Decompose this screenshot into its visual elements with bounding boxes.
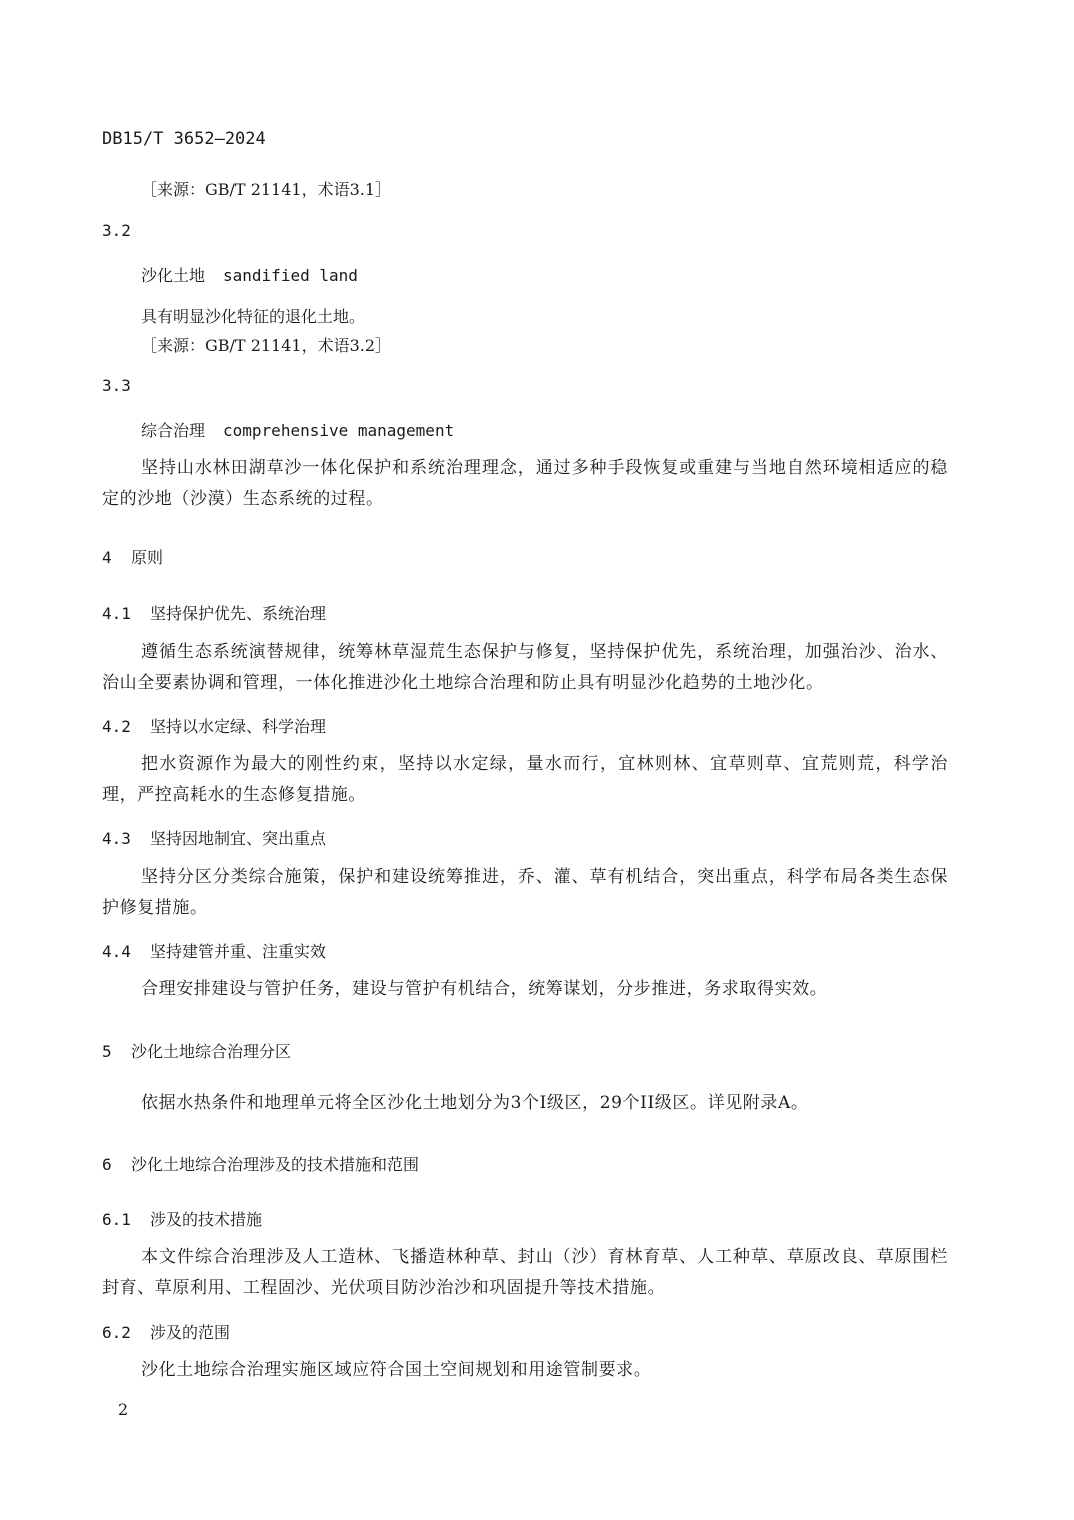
page-number: 2 <box>118 1400 129 1419</box>
term-3-3 <box>141 418 454 441</box>
section-number-6: 6 <box>102 1155 112 1174</box>
subsection-number-6-1: 6.1 <box>102 1210 131 1229</box>
term-3-3-english: comprehensive management <box>223 421 455 440</box>
subsection-heading-6-1 <box>102 1207 262 1230</box>
subsection-number-4-1: 4.1 <box>102 604 131 623</box>
section-number-5: 5 <box>102 1042 112 1061</box>
subsection-title-4-3: 坚持因地制宜、突出重点 <box>150 829 327 848</box>
term-3-2-chinese: 沙化土地 <box>141 266 206 285</box>
paragraph-5: 依据水热条件和地理单元将全区沙化土地划分为3个I级区，29个II级区。详见附录A。 <box>141 1093 809 1113</box>
subsection-heading-6-2 <box>102 1320 230 1343</box>
section-title-5: 沙化土地综合治理分区 <box>131 1042 292 1061</box>
subsection-title-4-2: 坚持以水定绿、科学治理 <box>150 717 327 736</box>
subsection-title-6-1: 涉及的技术措施 <box>150 1210 263 1229</box>
section-heading-5 <box>102 1039 291 1062</box>
source-note-3-2: ［来源：GB/T 21141，术语3.2］ <box>141 336 392 355</box>
subsection-title-6-2: 涉及的范围 <box>150 1323 231 1342</box>
document-id-header: DB15/T 3652—2024 <box>102 129 266 149</box>
subsection-heading-4-4 <box>102 939 326 962</box>
definition-3-3: 坚持山水林田湖草沙一体化保护和系统治理理念，通过多种手段恢复或重建与当地自然环境相适应的稳定的沙地（沙漠）生态系统的过程。 <box>102 458 948 509</box>
subsection-title-4-4: 坚持建管并重、注重实效 <box>150 942 327 961</box>
paragraph-4-3: 坚持分区分类综合施策，保护和建设统筹推进，乔、灌、草有机结合，突出重点，科学布局各类生态保护修复措施。 <box>102 867 948 918</box>
clause-number-3-2: 3.2 <box>102 221 131 240</box>
definition-3-2: 具有明显沙化特征的退化土地。 <box>141 307 366 326</box>
clause-number-3-3: 3.3 <box>102 376 131 395</box>
term-3-3-chinese: 综合治理 <box>141 421 206 440</box>
section-heading-6 <box>102 1152 419 1175</box>
paragraph-4-2: 把水资源作为最大的刚性约束，坚持以水定绿，量水而行，宜林则林、宜草则草、宜荒则荒，科学治理，严控高耗水的生态修复措施。 <box>102 754 948 805</box>
subsection-number-6-2: 6.2 <box>102 1323 131 1342</box>
term-3-2-english: sandified land <box>223 266 358 285</box>
section-number-4: 4 <box>102 548 112 567</box>
term-3-2 <box>141 263 358 286</box>
paragraph-4-4: 合理安排建设与管护任务，建设与管护有机结合，统筹谋划，分步推进，务求取得实效。 <box>141 979 828 999</box>
subsection-heading-4-3 <box>102 826 326 849</box>
subsection-title-4-1: 坚持保护优先、系统治理 <box>150 604 327 623</box>
subsection-number-4-4: 4.4 <box>102 942 131 961</box>
section-title-4: 原则 <box>131 548 164 567</box>
source-note-3-1: ［来源：GB/T 21141，术语3.1］ <box>141 180 392 199</box>
subsection-heading-4-1 <box>102 601 326 624</box>
section-heading-4 <box>102 545 163 568</box>
subsection-number-4-3: 4.3 <box>102 829 131 848</box>
subsection-number-4-2: 4.2 <box>102 717 131 736</box>
subsection-heading-4-2 <box>102 714 326 737</box>
paragraph-6-2: 沙化土地综合治理实施区域应符合国土空间规划和用途管制要求。 <box>141 1360 652 1380</box>
paragraph-4-1: 遵循生态系统演替规律，统筹林草湿荒生态保护与修复，坚持保护优先，系统治理，加强治沙、治水、治山全要素协调和管理，一体化推进沙化土地综合治理和防止具有明显沙化趋势的土地沙化。 <box>102 642 948 693</box>
section-title-6: 沙化土地综合治理涉及的技术措施和范围 <box>131 1155 420 1174</box>
paragraph-6-1: 本文件综合治理涉及人工造林、飞播造林种草、封山（沙）育林育草、人工种草、草原改良、草原围栏封育、草原利用、工程固沙、光伏项目防沙治沙和巩固提升等技术措施。 <box>102 1247 948 1298</box>
